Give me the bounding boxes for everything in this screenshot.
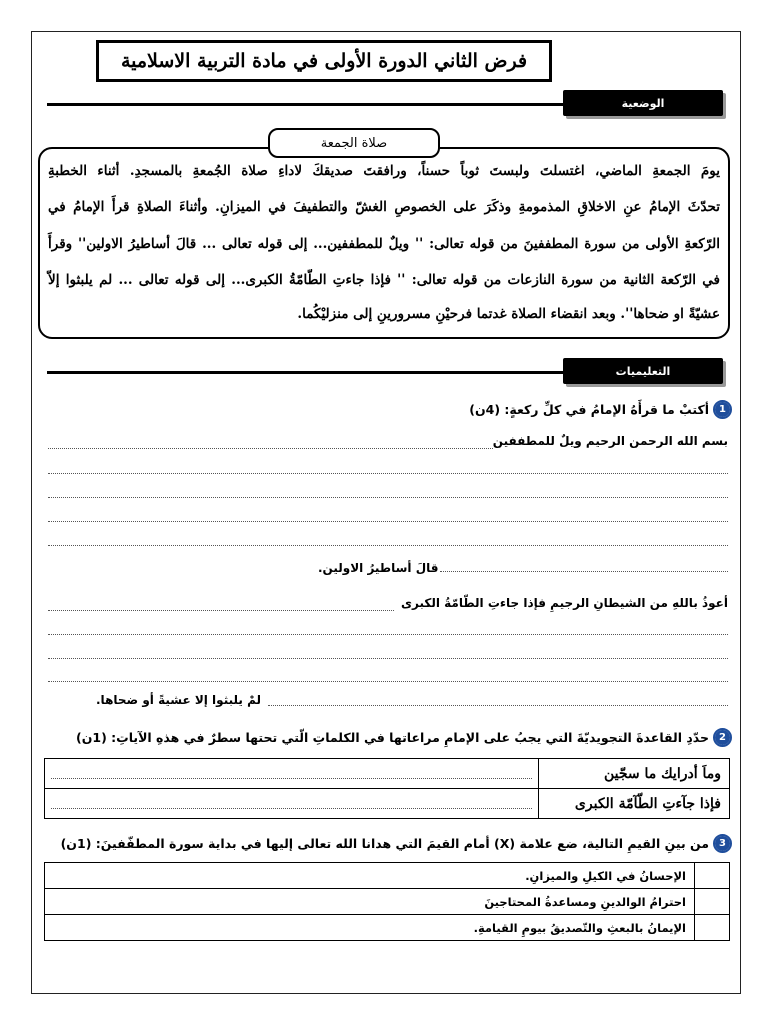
answer-line (51, 799, 532, 809)
answer-line[interactable] (48, 448, 493, 449)
value-item: احترامُ الوالدينِ ومساعدةُ المحتاجينَ (45, 889, 695, 915)
value-item: الإحسانُ في الكيلِ والميزانِ. (45, 863, 695, 889)
page-title-text: فرض الثاني الدورة الأولى في مادة التربية الاسلامية (120, 50, 528, 72)
section-label-text: التعليميات (615, 364, 671, 378)
answer-line (51, 769, 532, 779)
situation-line: في الرّكعة الثانية من سورة النازعات من قوله تعالى: '' فإذا جاءتِ الطّامّةُ الكبرى... إلى قوله تعالى ... لم يلبثوا إلاّ (48, 272, 720, 288)
value-item: الإيمانُ بالبعثِ والتّصديقُ بيومِ القيامةِ. (45, 915, 695, 941)
section-label-text: الوضعية (621, 96, 665, 110)
situation-line: عشيّةً او ضحاها''. وبعد انقضاء الصلاة غدتما فرحيْنِ مسرورينِ إلى منزليْكُما. (297, 306, 720, 322)
table-row (45, 889, 730, 915)
checkbox-cell[interactable] (695, 863, 730, 889)
page-title (96, 40, 552, 82)
table-row (45, 759, 730, 789)
section-divider (47, 103, 567, 106)
answer-line[interactable] (268, 705, 728, 706)
answer-line[interactable] (48, 545, 728, 546)
answer-end-2: لمْ يلبثوا إلا عشيةً أو ضحاها. (96, 693, 261, 707)
verse-cell: فإذا جآءتِ الطّآمّة الكبرى (539, 789, 730, 819)
tajweed-table (44, 758, 730, 819)
question-number-badge: 2 (715, 730, 730, 745)
situation-line: يومَ الجمعةِ الماضي، اغتسلتَ ولبستَ ثوباً حسناً، ورافقتَ صديقكَ لاداءِ صلاة الجُمعةِ بالمسجدِ. أثناء الخطبةِ (48, 163, 720, 179)
situation-title-text: صلاة الجمعة (320, 135, 388, 151)
answer-line[interactable] (48, 473, 728, 474)
answer-line[interactable] (48, 497, 728, 498)
answer-line[interactable] (48, 681, 728, 682)
answer-end-1: قالَ أساطيرُ الاولين. (318, 561, 439, 575)
answer-cell[interactable] (45, 789, 539, 819)
table-row (45, 915, 730, 941)
checkbox-cell[interactable] (695, 889, 730, 915)
table-row (45, 789, 730, 819)
section-label-situation (563, 90, 723, 116)
table-row (45, 863, 730, 889)
question-3-heading (61, 836, 730, 851)
answer-cell[interactable] (45, 759, 539, 789)
question-number-badge: 3 (715, 836, 730, 851)
answer-line[interactable] (48, 634, 728, 635)
values-table (44, 862, 730, 941)
section-label-instructions (563, 358, 723, 384)
verse-cell: وماَ أدرايك ما سجّين (539, 759, 730, 789)
answer-line[interactable] (48, 610, 394, 611)
answer-line[interactable] (440, 571, 728, 572)
checkbox-cell[interactable] (695, 915, 730, 941)
question-number-badge: 1 (715, 402, 730, 417)
situation-line: الرّكعةِ الأولى من سورة المطففينَ من قوله تعالى: '' ويلٌ للمطففين... إلى قوله تعالى ... قالَ أساطيرُ الاولين'' وقرأَ (48, 236, 720, 252)
question-2-text: حدّدِ القاعدةَ التجويديّةَ التي يجبُ على الإمامِ مراعاتها في الكلماتِ الّتي تحتها سطرٌ في هذهِ الآياتِ: (1ن) (76, 730, 709, 745)
answer-line[interactable] (48, 658, 728, 659)
situation-line: تحدّثَ الإمامُ عنِ الاخلاقِ المذمومةِ وذكَرَ على الخصوصِ الغشّ والتطفيفَ في الميزانِ. وأثناءَ الصلاةِ قرأَ الإمامُ في (48, 199, 720, 215)
question-1-text: أكتبْ ما قرأَهُ الإمامُ في كلِّ ركعةٍ: (4ن) (469, 402, 709, 417)
question-3-text: من بينِ القيمِ التالية، ضع علامة (X) أمام القيمَ التي هدانا الله تعالى إليها في بداية سورة المطفّفينَ: (1ن) (60, 836, 709, 851)
question-1-heading (469, 402, 730, 417)
question-2-heading (76, 730, 730, 745)
answer-line[interactable] (48, 521, 728, 522)
answer-start-2: أعوذُ باللهِ من الشيطانِ الرجيمِ فإذا جاءتِ الطّامّةُ الكبرى (400, 596, 728, 610)
section-divider (47, 371, 567, 374)
situation-title (268, 128, 440, 158)
answer-start-1: بسم الله الرحمن الرحيم ويلٌ للمطففين (492, 434, 728, 448)
